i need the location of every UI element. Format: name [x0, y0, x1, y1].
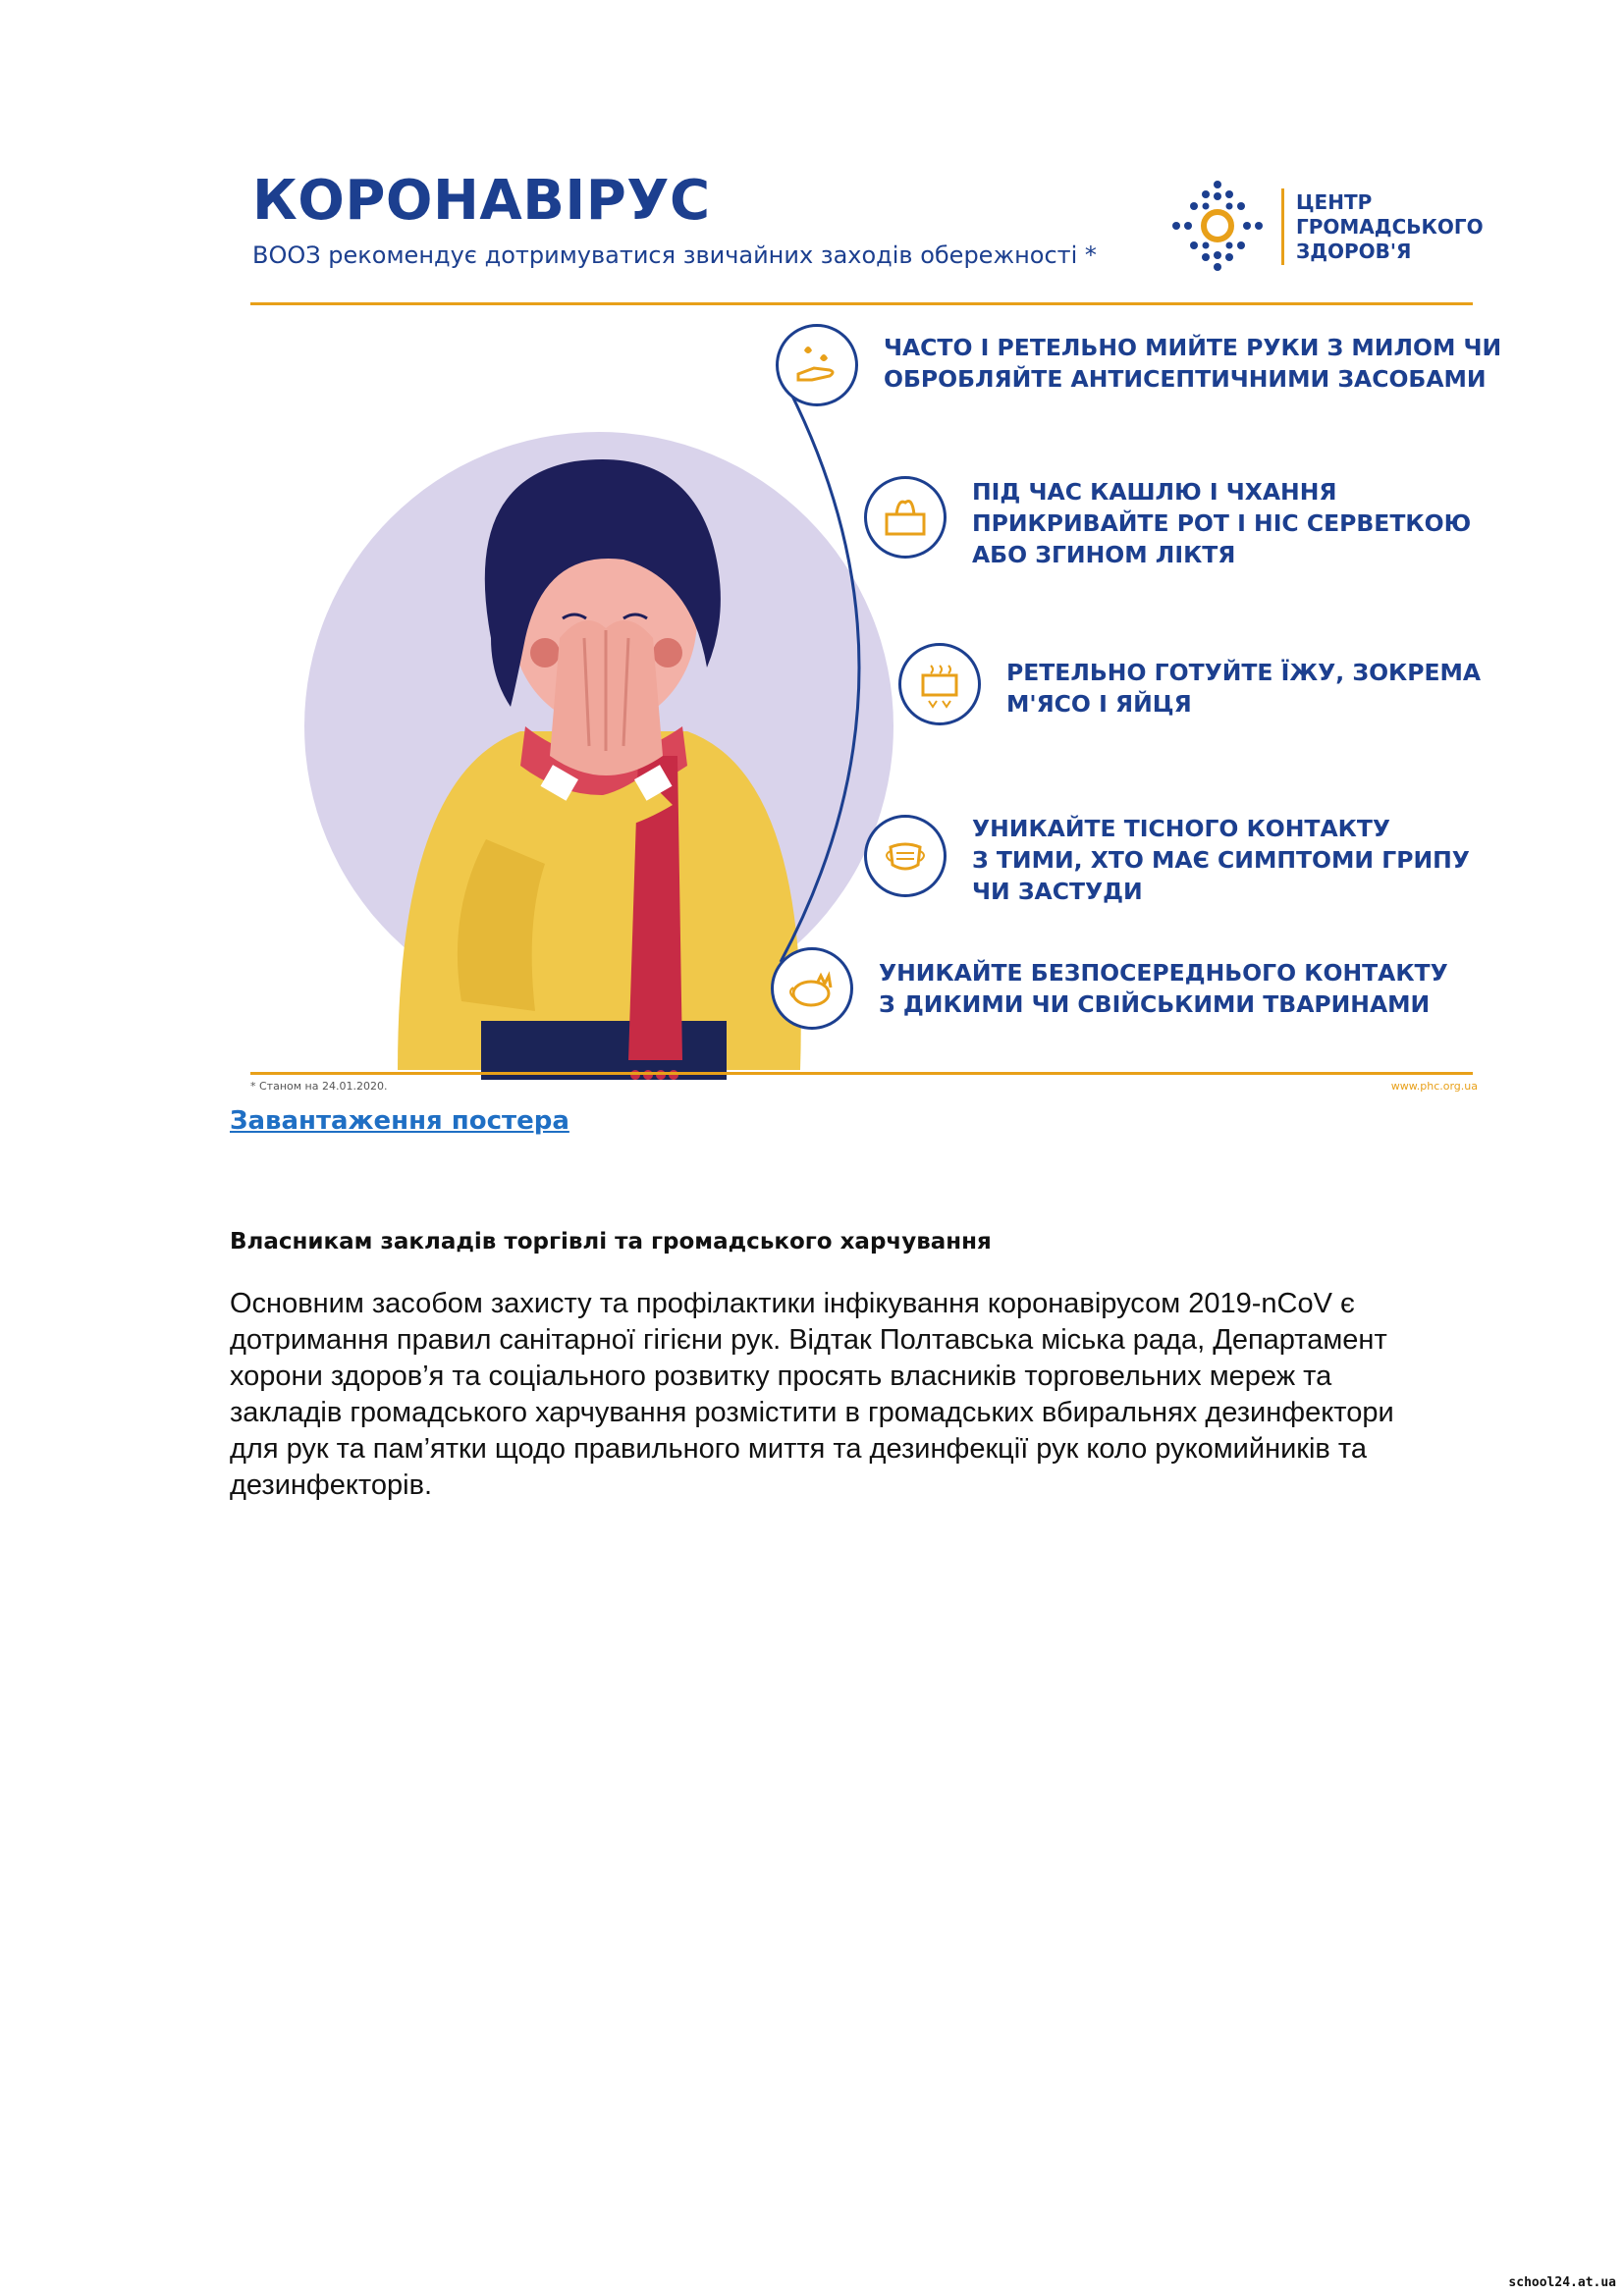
cooking-pot-icon — [898, 643, 981, 725]
tip-text — [884, 332, 1501, 395]
poster-title: КОРОНАВІРУС — [252, 169, 711, 233]
tip-line: УНИКАЙТЕ БЕЗПОСЕРЕДНЬОГО КОНТАКТУ — [879, 959, 1448, 987]
tissue-box-icon — [864, 476, 947, 559]
body-line: Основним засобом захисту та профілактики інфікування коронавірусом 2019-nCoV є — [230, 1288, 1355, 1319]
timeline-arc — [741, 314, 918, 1021]
tip-line: УНИКАЙТЕ ТІСНОГО КОНТАКТУ — [972, 815, 1391, 842]
site-watermark: school24.at.ua — [1508, 2275, 1616, 2290]
tip-text — [1006, 657, 1481, 720]
hand-wash-icon — [776, 324, 858, 406]
tip-line: З ДИКИМИ ЧИ СВІЙСЬКИМИ ТВАРИНАМИ — [879, 990, 1431, 1018]
logo-divider — [1281, 188, 1284, 265]
tip-line: З ТИМИ, ХТО МАЄ СИМПТОМИ ГРИПУ — [972, 846, 1470, 874]
logo-line: ГРОМАДСЬКОГО — [1296, 215, 1484, 239]
poster-footnote: * Станом на 24.01.2020. — [250, 1080, 388, 1093]
tip-text — [972, 813, 1470, 907]
tip-line: ПРИКРИВАЙТЕ РОТ І НІС СЕРВЕТКОЮ — [972, 509, 1472, 537]
tip-line: РЕТЕЛЬНО ГОТУЙТЕ ЇЖУ, ЗОКРЕМА — [1006, 659, 1482, 686]
tip-line: М'ЯСО І ЯЙЦЯ — [1006, 690, 1192, 718]
tip-line: ЧАСТО І РЕТЕЛЬНО МИЙТЕ РУКИ З МИЛОМ ЧИ — [884, 334, 1502, 361]
tip-line: АБО ЗГИНОМ ЛІКТЯ — [972, 541, 1236, 568]
phc-logo — [1168, 177, 1483, 275]
body-line: закладів громадського харчування розмістити в громадських вбиральнях дезинфектори — [230, 1397, 1394, 1428]
poster-subtitle: ВООЗ рекомендує дотримуватися звичайних заходів обережності * — [252, 241, 1097, 269]
body-line: дотримання правил санітарної гігієни рук. Відтак Полтавська міська рада, Департамент — [230, 1324, 1387, 1356]
cat-icon — [771, 947, 853, 1030]
body-line: дезинфекторів. — [230, 1469, 433, 1501]
logo-line: ЦЕНТР — [1296, 190, 1373, 214]
phc-logo-icon — [1168, 177, 1267, 275]
download-poster-link[interactable]: Завантаження постера — [230, 1106, 569, 1136]
body-line: для рук та пам’ятки щодо правильного миття та дезинфекції рук коло рукомийників та — [230, 1433, 1367, 1465]
tip-line: ОБРОБЛЯЙТЕ АНТИСЕПТИЧНИМИ ЗАСОБАМИ — [884, 365, 1487, 393]
section-body — [230, 1286, 1487, 1504]
poster — [250, 147, 1502, 1109]
tip-text — [879, 957, 1448, 1020]
poster-bottom-rule — [250, 1072, 1473, 1075]
body-line: хорони здоров’я та соціального розвитку просять власників торговельних мереж та — [230, 1361, 1332, 1392]
logo-text — [1296, 190, 1484, 264]
tip-line: ЧИ ЗАСТУДИ — [972, 878, 1143, 905]
tip-line: ПІД ЧАС КАШЛЮ І ЧХАННЯ — [972, 478, 1337, 506]
section-heading: Власникам закладів торгівлі та громадського харчування — [230, 1229, 992, 1255]
logo-line: ЗДОРОВ'Я — [1296, 240, 1412, 263]
tip-text — [972, 476, 1471, 570]
poster-top-rule — [250, 302, 1473, 305]
face-mask-icon — [864, 815, 947, 897]
poster-site-url: www.phc.org.ua — [1390, 1080, 1478, 1093]
